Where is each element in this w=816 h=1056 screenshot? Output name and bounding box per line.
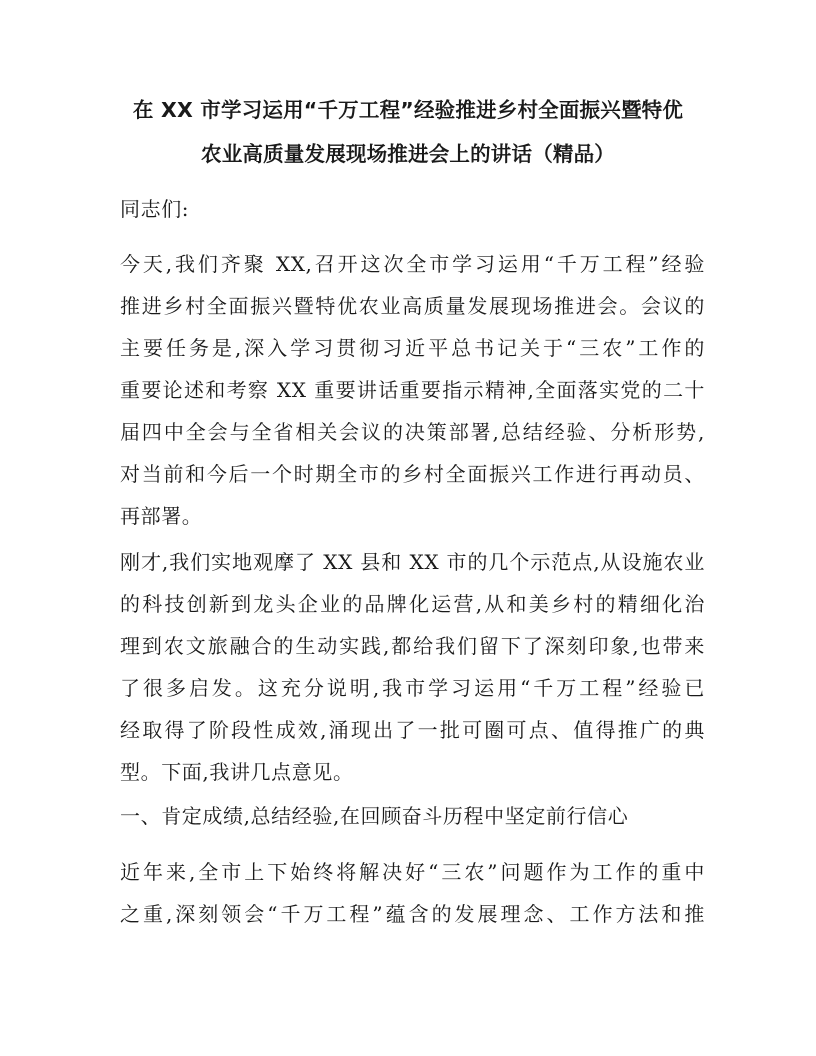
paragraph-line: 了很多启发。这充分说明,我市学习运用“千万工程”经验已: [120, 676, 705, 700]
section-heading: [120, 795, 705, 837]
paragraph-line: 重要论述和考察 XX 重要讲话重要指示精神,全面落实党的二十: [120, 378, 705, 402]
paragraph-observation: [120, 541, 705, 793]
document-title-line-1: 在 XX 市学习运用“千万工程”经验推进乡村全面振兴暨特优: [132, 98, 684, 122]
paragraph-line: 届四中全会与全省相关会议的决策部署,总结经验、分析形势,: [120, 420, 705, 444]
paragraph-line: 刚才,我们实地观摩了 XX 县和 XX 市的几个示范点,从设施农业: [120, 550, 705, 574]
salutation: [120, 188, 705, 230]
paragraph-line: 近年来,全市上下始终将解决好“三农”问题作为工作的重中: [120, 860, 705, 884]
salutation-text: 同志们:: [120, 197, 190, 221]
paragraph-line: 再部署。: [120, 504, 203, 528]
paragraph-opening: [120, 243, 705, 537]
section-heading-text: 一、肯定成绩,总结经验,在回顾奋斗历程中坚定前行信心: [120, 804, 629, 828]
paragraph-line: 的科技创新到龙头企业的品牌化运营,从和美乡村的精细化治: [120, 592, 705, 616]
paragraph-line: 推进乡村全面振兴暨特优农业高质量发展现场推进会。会议的: [120, 294, 705, 318]
document-title-line-2: 农业高质量发展现场推进会上的讲话（精品）: [201, 142, 615, 166]
paragraph-line: 型。下面,我讲几点意见。: [120, 760, 354, 784]
paragraph-achievements: [120, 851, 705, 935]
paragraph-line: 主要任务是,深入学习贯彻习近平总书记关于“三农”工作的: [120, 336, 705, 360]
paragraph-line: 对当前和今后一个时期全市的乡村全面振兴工作进行再动员、: [120, 462, 705, 486]
paragraph-line: 理到农文旅融合的生动实践,都给我们留下了深刻印象,也带来: [120, 634, 705, 658]
paragraph-line: 今天,我们齐聚 XX,召开这次全市学习运用“千万工程”经验: [120, 252, 705, 276]
paragraph-line: 之重,深刻领会“千万工程”蕴含的发展理念、工作方法和推: [120, 902, 705, 926]
paragraph-line: 经取得了阶段性成效,涌现出了一批可圈可点、值得推广的典: [120, 718, 705, 742]
